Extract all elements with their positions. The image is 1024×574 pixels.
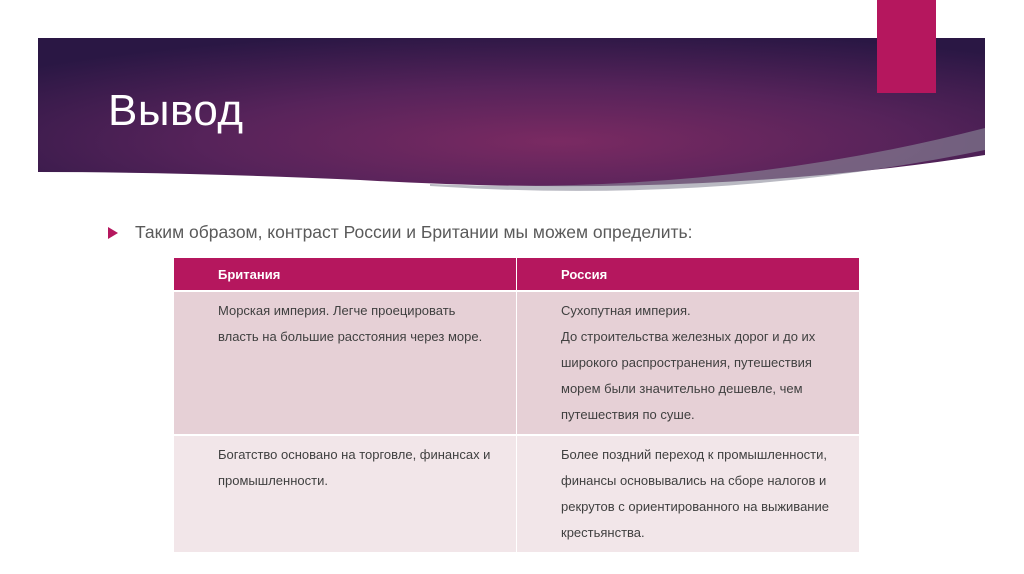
table-row [174, 291, 859, 435]
bullet-text: Таким образом, контраст России и Британии мы можем определить: [135, 222, 693, 242]
cell-britain-1 [174, 291, 517, 435]
table-row [174, 435, 859, 552]
cell-text: путешествия по суше. [561, 407, 695, 422]
cell-text: До строительства железных дорог и до их [561, 329, 816, 344]
cell-text: финансы основывались на сборе налогов и [561, 473, 827, 488]
comparison-table [174, 258, 859, 552]
cell-text: Сухопутная империя. [561, 303, 691, 318]
accent-tab [877, 0, 936, 93]
bullet-item [105, 222, 692, 243]
cell-text: крестьянства. [561, 525, 645, 540]
cell-text: рекрутов с ориентированного на выживание [561, 499, 829, 514]
cell-text: промышленности. [218, 473, 328, 488]
cell-text: Богатство основано на торговле, финансах и [218, 447, 491, 462]
cell-text: Морская империя. Легче проецировать [218, 303, 456, 318]
header-britain: Британия [174, 258, 517, 291]
cell-russia-2 [517, 435, 860, 552]
table-header-row [174, 258, 859, 291]
header-russia: Россия [517, 258, 860, 291]
cell-text: власть на большие расстояния через море. [218, 329, 483, 344]
cell-text: широкого распространения, путешествия [561, 355, 812, 370]
slide-title: Вывод [108, 86, 244, 135]
cell-text: Более поздний переход к промышленности, [561, 447, 828, 462]
cell-russia-1 [517, 291, 860, 435]
cell-text: морем были значительно дешевле, чем [561, 381, 803, 396]
triangle-bullet-icon [105, 225, 121, 241]
cell-britain-2 [174, 435, 517, 552]
